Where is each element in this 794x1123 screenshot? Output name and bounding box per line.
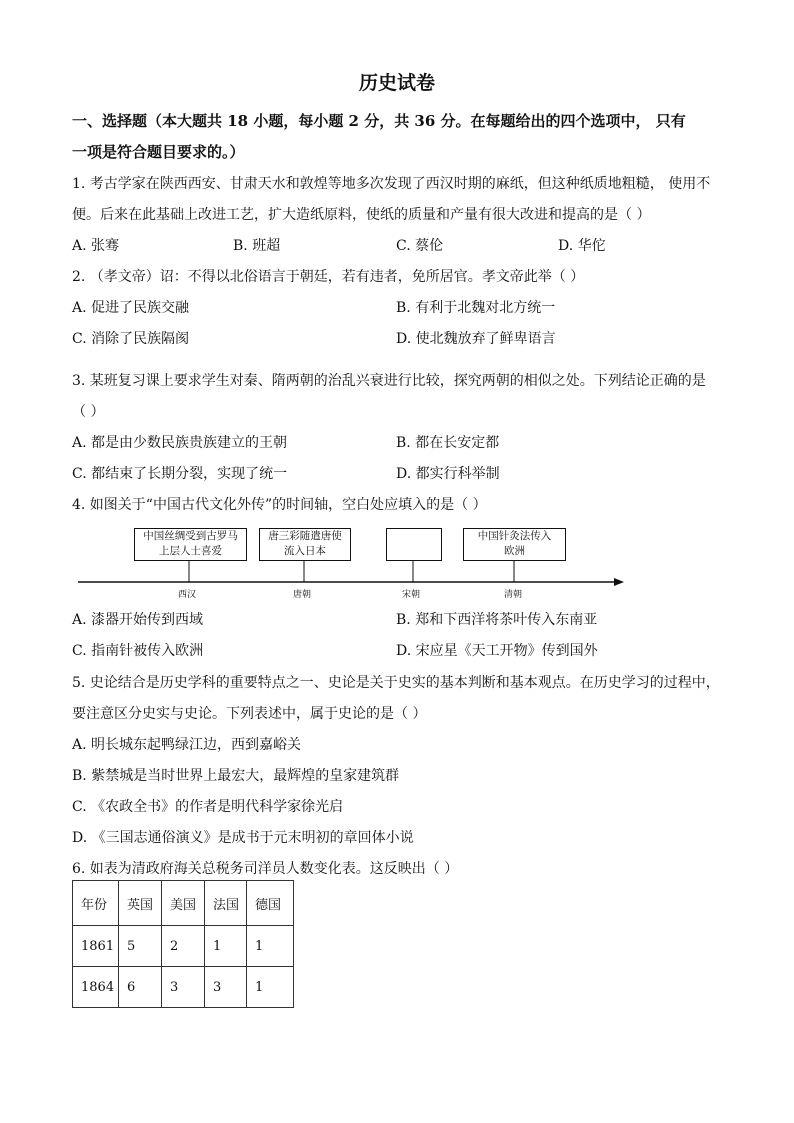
timeline-label: 唐朝	[293, 590, 312, 600]
timeline-box-text: 中国针灸法传入	[477, 530, 552, 542]
question-text: 5. 史论结合是历史学科的重要特点之一、史论是关于史实的基本判断和基本观点。在历史学习的过程中，	[72, 675, 720, 691]
page-title: 历史试卷	[358, 72, 435, 94]
option-c[interactable]: C. 消除了民族隔阂	[72, 331, 190, 347]
table-cell: 1861	[73, 926, 119, 967]
table-header-cell: 英国	[119, 881, 162, 926]
timeline-box-text: 中国丝绸受到古罗马	[143, 530, 238, 542]
question-text: 6. 如表为清政府海关总税务司洋员人数变化表。这反映出（ ）	[72, 861, 459, 877]
timeline-box	[134, 528, 247, 561]
timeline-box-text: 流入日本	[284, 545, 326, 557]
option-b[interactable]: B. 班超	[233, 238, 281, 254]
table-cell: 3	[162, 967, 205, 1008]
question-text: 2. （孝文帝）诏：不得以北俗语言于朝廷，若有违者，免所居官。孝文帝此举（ ）	[72, 269, 585, 285]
option-b[interactable]: B. 有利于北魏对北方统一	[396, 300, 556, 316]
option-d[interactable]: D. 华佗	[558, 238, 606, 254]
option-a[interactable]: A. 张骞	[72, 238, 120, 254]
option-a[interactable]: A. 明长城东起鸭绿江边，西到嘉峪关	[72, 737, 302, 753]
table-cell: 2	[162, 926, 205, 967]
timeline-label: 西汉	[178, 590, 197, 600]
timeline-box-text: 欧洲	[504, 545, 525, 557]
timeline-axis	[70, 560, 630, 590]
option-d[interactable]: D. 使北魏放弃了鲜卑语言	[396, 331, 556, 347]
table-cell: 5	[119, 926, 162, 967]
question-text: 1. 考古学家在陕西西安、甘肃天水和敦煌等地多次发现了西汉时期的麻纸，但这种纸质地粗糙， 使用不	[72, 176, 711, 192]
table-row	[73, 967, 294, 1008]
question-text: 便。后来在此基础上改进工艺，扩大造纸原料，使纸的质量和产量有很大改进和提高的是（ ）	[72, 207, 651, 223]
timeline-box-text: 上层人士喜爱	[159, 545, 222, 557]
table-cell: 1	[205, 926, 247, 967]
table-cell: 1864	[73, 967, 119, 1008]
section-heading: 一、选择题（本大题共 18 小题，每小题 2 分，共 36 分。在每题给出的四个选项中， 只有	[72, 112, 686, 130]
option-b[interactable]: B. 郑和下西洋将茶叶传入东南亚	[396, 612, 598, 628]
timeline-box	[463, 528, 566, 561]
option-c[interactable]: C. 都结束了长期分裂，实现了统一	[72, 466, 288, 482]
table-cell: 1	[247, 926, 294, 967]
timeline-label: 宋朝	[402, 590, 421, 600]
option-b[interactable]: B. 紫禁城是当时世界上最宏大，最辉煌的皇家建筑群	[72, 768, 400, 784]
option-d[interactable]: D. 《三国志通俗演义》是成书于元末明初的章回体小说	[72, 830, 414, 846]
table-header-cell: 德国	[247, 881, 294, 926]
option-c[interactable]: C. 《农政全书》的作者是明代科学家徐光启	[72, 799, 344, 815]
table-header-cell: 年份	[73, 881, 119, 926]
table-row	[73, 926, 294, 967]
table-cell: 3	[205, 967, 247, 1008]
data-table	[72, 880, 294, 1008]
question-text: （ ）	[72, 404, 105, 420]
table-header-cell: 法国	[205, 881, 247, 926]
question-text: 3. 某班复习课上要求学生对秦、隋两朝的治乱兴衰进行比较，探究两朝的相似之处。下列结论正确的是	[72, 373, 706, 389]
option-c[interactable]: C. 指南针被传入欧洲	[72, 643, 204, 659]
option-c[interactable]: C. 蔡伦	[396, 238, 444, 254]
timeline-box-text: 唐三彩随遣唐使	[268, 530, 342, 542]
option-d[interactable]: D. 宋应星《天工开物》传到国外	[396, 643, 598, 659]
table-header-cell: 美国	[162, 881, 205, 926]
question-text: 要注意区分史实与史论。下列表述中，属于史论的是（ ）	[72, 706, 427, 722]
timeline-label: 清朝	[504, 590, 523, 600]
table-header-row	[73, 881, 294, 926]
option-a[interactable]: A. 漆器开始传到西域	[72, 612, 204, 628]
timeline-arrow-icon	[614, 578, 624, 586]
option-a[interactable]: A. 促进了民族交融	[72, 300, 190, 316]
timeline-box	[259, 528, 351, 561]
section-heading-cont: 一项是符合题目要求的。）	[72, 143, 245, 161]
table-cell: 6	[119, 967, 162, 1008]
timeline-blank-box	[386, 528, 442, 561]
option-d[interactable]: D. 都实行科举制	[396, 466, 500, 482]
option-b[interactable]: B. 都在长安定都	[396, 435, 500, 451]
table-cell: 1	[247, 967, 294, 1008]
option-a[interactable]: A. 都是由少数民族贵族建立的王朝	[72, 435, 288, 451]
question-text: 4. 如图关于“中国古代文化外传”的时间轴，空白处应填入的是（ ）	[72, 497, 487, 513]
